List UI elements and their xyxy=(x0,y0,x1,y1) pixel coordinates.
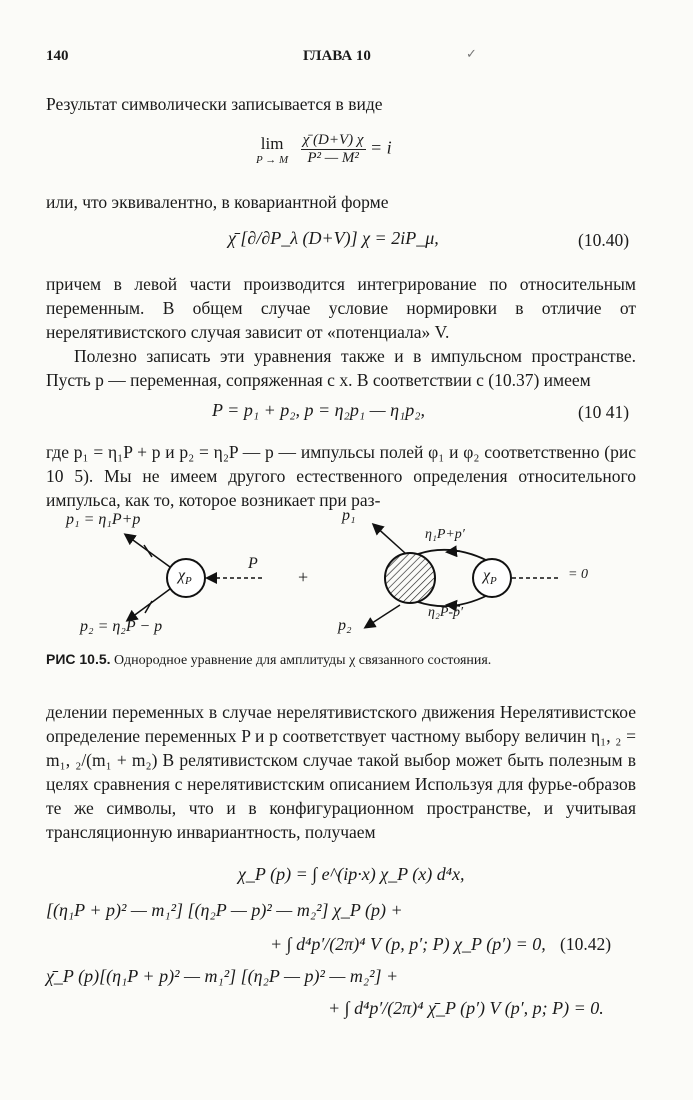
label-p1-right: p₁ xyxy=(342,507,356,524)
lim-subscript: P → M xyxy=(256,153,289,166)
equation-10-42-line1: χ_P (p) = ∫ e^(ip·x) χ_P (x) d⁴x, xyxy=(238,864,465,884)
label-chi-left: $\chi_P$ xyxy=(178,567,192,588)
figure-10-5 xyxy=(40,505,660,647)
p1-line-right xyxy=(374,525,405,553)
p2-line-left xyxy=(128,589,170,620)
label-zero: = 0 xyxy=(568,567,588,582)
paragraph-1: причем в левой части производится интегрирование по относительным переменным. В общем случае условие нормировки в отличие от нерелятивистского случая зависит от «потенциала» V. xyxy=(46,274,636,342)
caption-text: Однородное уравнение для амплитуды χ связанного состояния. xyxy=(114,653,492,668)
equation-number-10-41: (10 41) xyxy=(578,402,630,422)
paragraph-4: делении переменных в случае нерелятивистского движения Нерелятивистское определение переменных P и p соответствует частному выбору величин η₁, ₂ = m₁, ₂/(m₁ + m₂) В релятивистском случае такой выбор может быть полезным в целях сравнения с нерелятивистским описанием Используя для фурье-образов те же символы, что и в конфигурационном пространстве, и учитывая трансляционную инвариантность, получаем xyxy=(46,702,636,842)
label-lower-momentum: η₂P-p′ xyxy=(428,605,464,620)
lim-rhs: = i xyxy=(370,137,392,158)
hatched-blob xyxy=(385,553,435,603)
label-p1-left: p₁ = η₁P+p xyxy=(66,511,141,528)
figure-caption xyxy=(46,651,646,669)
equation-number-10-42: (10.42) xyxy=(560,934,612,954)
equation-limit xyxy=(256,132,392,167)
label-p2-left: p₂ = η₂P − p xyxy=(80,618,163,635)
lim-numerator: χ̄ (D+V) χ xyxy=(302,132,364,148)
paragraph-3: где p₁ = η₁P + p и p₂ = η₂P — p — импульсы полей φ₁ и φ₂ соответственно (рис 10 5). Мы не имеем другого естественного определения относительного импульса, как то, которое возникает при раз- xyxy=(46,442,636,510)
chapter-title: ГЛАВА 10 xyxy=(303,48,371,64)
p2-line-right xyxy=(366,605,400,627)
equation-10-40: χ̄ [∂/∂P_λ (D+V)] χ = 2iP_μ, xyxy=(228,228,439,248)
paragraph-2: Полезно записать эти уравнения также и в импульсном пространстве. Пусть p — переменная, сопряженная с x. В соответствии с (10.37) имеем xyxy=(46,346,636,390)
equation-10-42-line2: [(η₁P + p)² — m₁²] [(η₂P — p)² — m₂²] χ_P (p) + xyxy=(46,900,403,920)
covariant-text: или, что эквивалентно, в ковариантной форме xyxy=(46,192,389,212)
page-number: 140 xyxy=(46,48,69,64)
pencil-mark: ✓ xyxy=(466,46,477,61)
plus-sign: + xyxy=(298,567,309,587)
equation-10-41: P = p₁ + p₂, p = η₂p₁ — η₁p₂, xyxy=(212,400,426,420)
equation-number-10-40: (10.40) xyxy=(578,230,630,250)
intro-text: Результат символически записывается в виде xyxy=(46,94,383,114)
left-diagram xyxy=(126,535,262,620)
equation-10-42-line5: + ∫ d⁴p′/(2π)⁴ χ̄_P (p′) V (p′, p; P) = 0. xyxy=(328,998,604,1018)
label-upper-momentum: η₁P+p′ xyxy=(425,527,465,542)
lim-label: lim xyxy=(260,133,284,153)
equation-10-42-line3: + ∫ d⁴p′/(2π)⁴ V (p, p′; P) χ_P (p′) = 0, xyxy=(270,934,546,954)
label-P-left: P xyxy=(248,555,258,572)
caption-label: РИС 10.5. xyxy=(46,651,111,667)
equation-10-42-line4: χ̄_P (p)[(η₁P + p)² — m₁²] [(η₂P — p)² — m₂²] + xyxy=(46,966,399,986)
label-chi-right: $\chi_P$ xyxy=(483,567,497,588)
lim-denominator: P² — M² xyxy=(307,150,359,166)
label-p2-right: p₂ xyxy=(338,617,352,634)
